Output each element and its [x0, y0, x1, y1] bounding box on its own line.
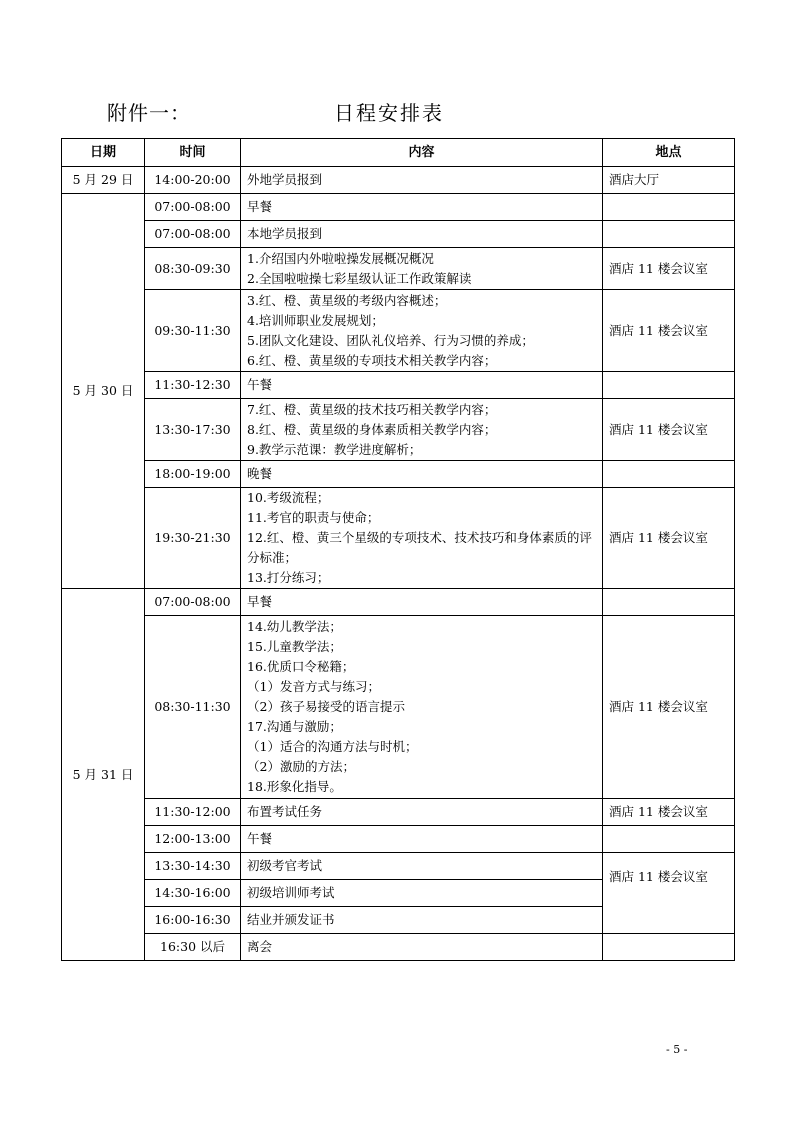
content-line: 12.红、橙、黄三个星级的专项技术、技术技巧和身体素质的评分标准；: [247, 530, 592, 565]
content-cell: [241, 826, 603, 853]
table-row: [62, 799, 735, 826]
table-row: [62, 616, 735, 799]
time-cell: 08:30-09:30: [145, 248, 241, 290]
time-cell: 07:00-08:00: [145, 221, 241, 248]
content-cell: [241, 399, 603, 461]
content-line: 5.团队文化建设、团队礼仪培养、行为习惯的养成；: [247, 332, 534, 348]
place-cell: [603, 461, 735, 488]
content-cell: [241, 934, 603, 961]
content-line: 1.介绍国内外啦啦操发展概况概况: [247, 250, 434, 266]
time-cell: 11:30-12:30: [145, 372, 241, 399]
table-row: [62, 826, 735, 853]
table-row: [62, 589, 735, 616]
content-cell: [241, 372, 603, 399]
content-line: 2.全国啦啦操七彩星级认证工作政策解读: [247, 270, 472, 286]
date-cell: 5 月 31 日: [62, 589, 145, 961]
page-number: - 5 -: [666, 1043, 688, 1056]
time-cell: 19:30-21:30: [145, 488, 241, 589]
content-line: 8.红、橙、黄星级的身体素质相关教学内容；: [247, 421, 497, 437]
content-line: 早餐: [247, 594, 273, 609]
content-line: 9.教学示范课：教学进度解析；: [247, 441, 422, 457]
content-line: （2）孩子易接受的语言提示: [247, 699, 405, 714]
place-cell: [603, 589, 735, 616]
content-cell: [241, 488, 603, 589]
content-line: 13.打分练习；: [247, 570, 330, 585]
content-line: 布置考试任务: [247, 804, 323, 819]
content-line: 10.考级流程；: [247, 490, 330, 505]
content-cell: [241, 194, 603, 221]
content-line: 晚餐: [247, 466, 273, 481]
table-row: [62, 461, 735, 488]
header-time: 时间: [145, 139, 241, 167]
header-date: 日期: [62, 139, 145, 167]
time-cell: 11:30-12:00: [145, 799, 241, 826]
time-cell: 13:30-14:30: [145, 853, 241, 880]
page-title: 日程安排表: [334, 101, 444, 125]
attachment-label: 附件一：: [107, 101, 191, 125]
content-line: （1）发音方式与练习；: [247, 679, 380, 694]
table-row: [62, 194, 735, 221]
place-cell: 酒店 11 楼会议室: [603, 488, 735, 589]
content-line: 离会: [247, 939, 273, 954]
content-line: 初级考官考试: [247, 858, 323, 873]
content-line: （2）激励的方法；: [247, 759, 355, 774]
place-cell: 酒店 11 楼会议室: [603, 799, 735, 826]
date-cell: 5 月 29 日: [62, 167, 145, 194]
place-cell: [603, 372, 735, 399]
time-cell: 14:00-20:00: [145, 167, 241, 194]
place-cell: 酒店 11 楼会议室: [603, 248, 735, 290]
content-cell: [241, 880, 603, 907]
place-cell: 酒店 11 楼会议室: [603, 616, 735, 799]
table-row: [62, 167, 735, 194]
content-line: 11.考官的职责与使命；: [247, 510, 380, 525]
content-cell: [241, 907, 603, 934]
time-cell: 07:00-08:00: [145, 194, 241, 221]
place-cell: 酒店 11 楼会议室: [603, 290, 735, 372]
table-row: [62, 290, 735, 372]
time-cell: 08:30-11:30: [145, 616, 241, 799]
content-line: 本地学员报到: [247, 226, 323, 241]
table-row: [62, 399, 735, 461]
content-line: 14.幼儿教学法；: [247, 619, 342, 634]
place-cell: [603, 194, 735, 221]
table-row: [62, 934, 735, 961]
content-line: 结业并颁发证书: [247, 912, 335, 927]
time-cell: 07:00-08:00: [145, 589, 241, 616]
place-cell: 酒店 11 楼会议室: [603, 853, 735, 934]
date-cell: 5 月 30 日: [62, 194, 145, 589]
content-line: 18.形象化指导。: [247, 779, 342, 794]
time-cell: 13:30-17:30: [145, 399, 241, 461]
table-row: [62, 488, 735, 589]
content-cell: [241, 290, 603, 372]
content-cell: [241, 167, 603, 194]
content-cell: [241, 461, 603, 488]
time-cell: 14:30-16:00: [145, 880, 241, 907]
table-header-row: [62, 139, 735, 167]
place-cell: [603, 221, 735, 248]
content-line: （1）适合的沟通方法与时机；: [247, 739, 418, 754]
place-cell: [603, 934, 735, 961]
content-line: 17.沟通与激励；: [247, 719, 342, 734]
content-line: 初级培训师考试: [247, 885, 335, 900]
content-line: 早餐: [247, 199, 273, 214]
table-row: [62, 221, 735, 248]
table-row: [62, 248, 735, 290]
content-line: 16.优质口令秘籍；: [247, 659, 355, 674]
content-line: 午餐: [247, 377, 273, 392]
schedule-table: [61, 138, 735, 961]
place-cell: [603, 826, 735, 853]
time-cell: 09:30-11:30: [145, 290, 241, 372]
content-line: 外地学员报到: [247, 172, 323, 187]
time-cell: 12:00-13:00: [145, 826, 241, 853]
table-row: [62, 853, 735, 880]
content-line: 4.培训师职业发展规划；: [247, 312, 384, 328]
content-line: 3.红、橙、黄星级的考级内容概述；: [247, 292, 447, 308]
content-line: 6.红、橙、黄星级的专项技术相关教学内容；: [247, 352, 497, 368]
content-line: 15.儿童教学法；: [247, 639, 342, 654]
content-cell: [241, 799, 603, 826]
time-cell: 18:00-19:00: [145, 461, 241, 488]
header-place: 地点: [603, 139, 735, 167]
content-cell: [241, 616, 603, 799]
place-cell: 酒店 11 楼会议室: [603, 399, 735, 461]
table-row: [62, 372, 735, 399]
place-cell: 酒店大厅: [603, 167, 735, 194]
content-line: 午餐: [247, 831, 273, 846]
content-line: 7.红、橙、黄星级的技术技巧相关教学内容；: [247, 401, 497, 417]
time-cell: 16:30 以后: [145, 934, 241, 961]
content-cell: [241, 589, 603, 616]
content-cell: [241, 853, 603, 880]
content-cell: [241, 221, 603, 248]
content-cell: [241, 248, 603, 290]
time-cell: 16:00-16:30: [145, 907, 241, 934]
header-content: 内容: [241, 139, 603, 167]
